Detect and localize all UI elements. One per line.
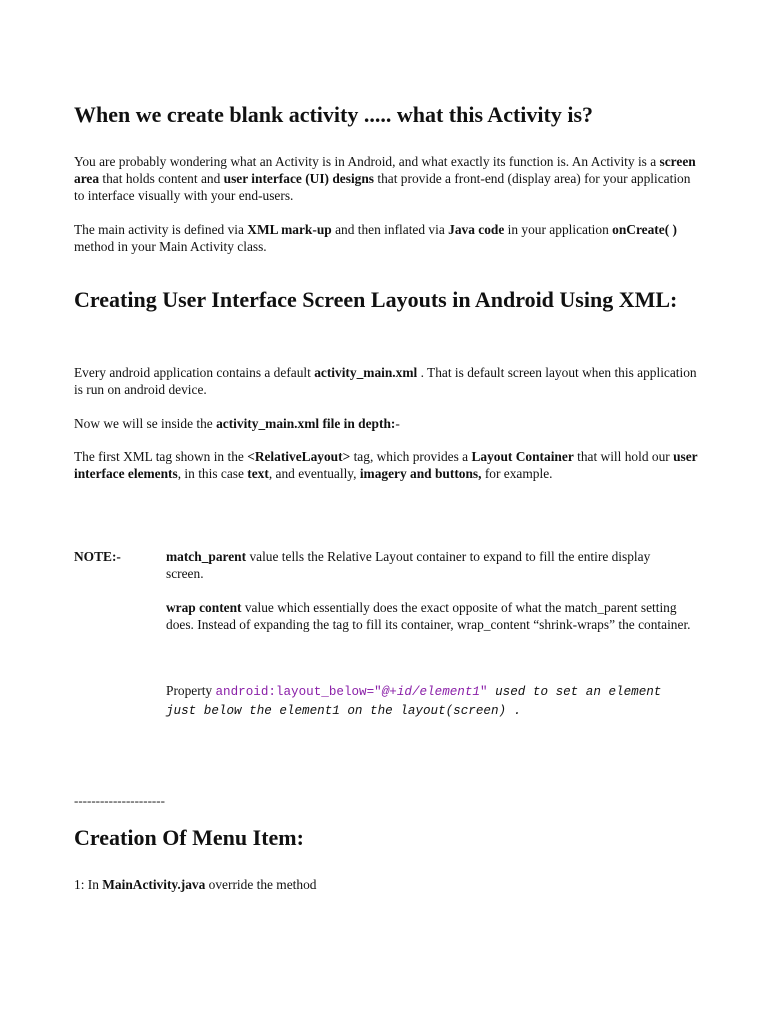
bold-text: screen area — [74, 154, 696, 186]
note-wrap-content — [166, 599, 691, 633]
bold-text: text — [247, 466, 269, 481]
text: Now we will se inside the — [74, 416, 217, 431]
paragraph-main-activity — [74, 221, 698, 255]
bold-text: wrap content — [166, 600, 242, 615]
heading-what-is-activity: When we create blank activity ..... what this Activity is? — [74, 102, 594, 127]
text: tag, which provides a — [350, 449, 472, 464]
text: . That is default screen layout when this application is run on android device. — [74, 365, 697, 397]
bold-text: Layout Container — [471, 449, 574, 464]
code-comment: used to set an element just below the element1 on the layout(screen) . — [166, 685, 662, 718]
note-layout-below — [166, 682, 691, 720]
text: that provide a front-end (display area) for your application to interface visually with your end-users. — [74, 171, 691, 203]
bold-text: Java code — [448, 222, 505, 237]
bold-text: activity_main.xml file in depth: — [216, 416, 396, 431]
heading-creating-ui-layouts: Creating User Interface Screen Layouts in Android Using XML: — [74, 287, 678, 312]
text: value which essentially does the exact opposite of what the match_parent setting does. Instead of expanding the tag to fill its container, wrap_content “shrink-wraps” the container. — [166, 600, 691, 632]
text: 1: In — [74, 877, 103, 892]
bold-text: user interface elements — [74, 449, 698, 481]
paragraph-override-method — [74, 876, 698, 893]
note-label: NOTE:- — [74, 549, 121, 564]
bold-text: user interface (UI) designs — [223, 171, 375, 186]
text: that will hold our — [573, 449, 674, 464]
bold-text: activity_main.xml — [314, 365, 418, 380]
bold-text: XML mark-up — [247, 222, 332, 237]
code-attribute: android:layout_below=" — [215, 685, 382, 699]
paragraph-activity-definition — [74, 153, 698, 204]
text: for example. — [481, 466, 553, 481]
text: The main activity is defined via — [74, 222, 248, 237]
divider-line: --------------------- — [74, 793, 165, 808]
text: You are probably wondering what an Activity is in Android, and what exactly its function is. An Activity is a — [74, 154, 660, 169]
bold-text: match_parent — [166, 549, 247, 564]
text: The first XML tag shown in the — [74, 449, 248, 464]
bold-text: MainActivity.java — [102, 877, 206, 892]
text: and then inflated via — [331, 222, 449, 237]
text: Property — [166, 683, 216, 698]
code-value: @+id/element1 — [381, 685, 480, 699]
text: method in your Main Activity class. — [74, 239, 267, 254]
text: value tells the Relative Layout container to expand to fill the entire display screen. — [166, 549, 651, 581]
code-quote: " — [479, 685, 488, 699]
text: override the method — [205, 877, 317, 892]
text: , and eventually, — [268, 466, 360, 481]
text: in your application — [504, 222, 613, 237]
bold-text: onCreate( ) — [612, 222, 677, 237]
paragraph-relative-layout — [74, 448, 698, 482]
text: Every android application contains a default — [74, 365, 315, 380]
paragraph-inside-layout — [74, 415, 698, 432]
text: that holds content and — [99, 171, 224, 186]
heading-creation-menu-item: Creation Of Menu Item: — [74, 825, 304, 850]
bold-text: imagery and buttons, — [359, 466, 482, 481]
paragraph-default-layout — [74, 364, 698, 398]
bold-text: <RelativeLayout> — [247, 449, 351, 464]
text: , in this case — [177, 466, 248, 481]
note-match-parent — [166, 548, 691, 582]
text: - — [395, 416, 400, 431]
